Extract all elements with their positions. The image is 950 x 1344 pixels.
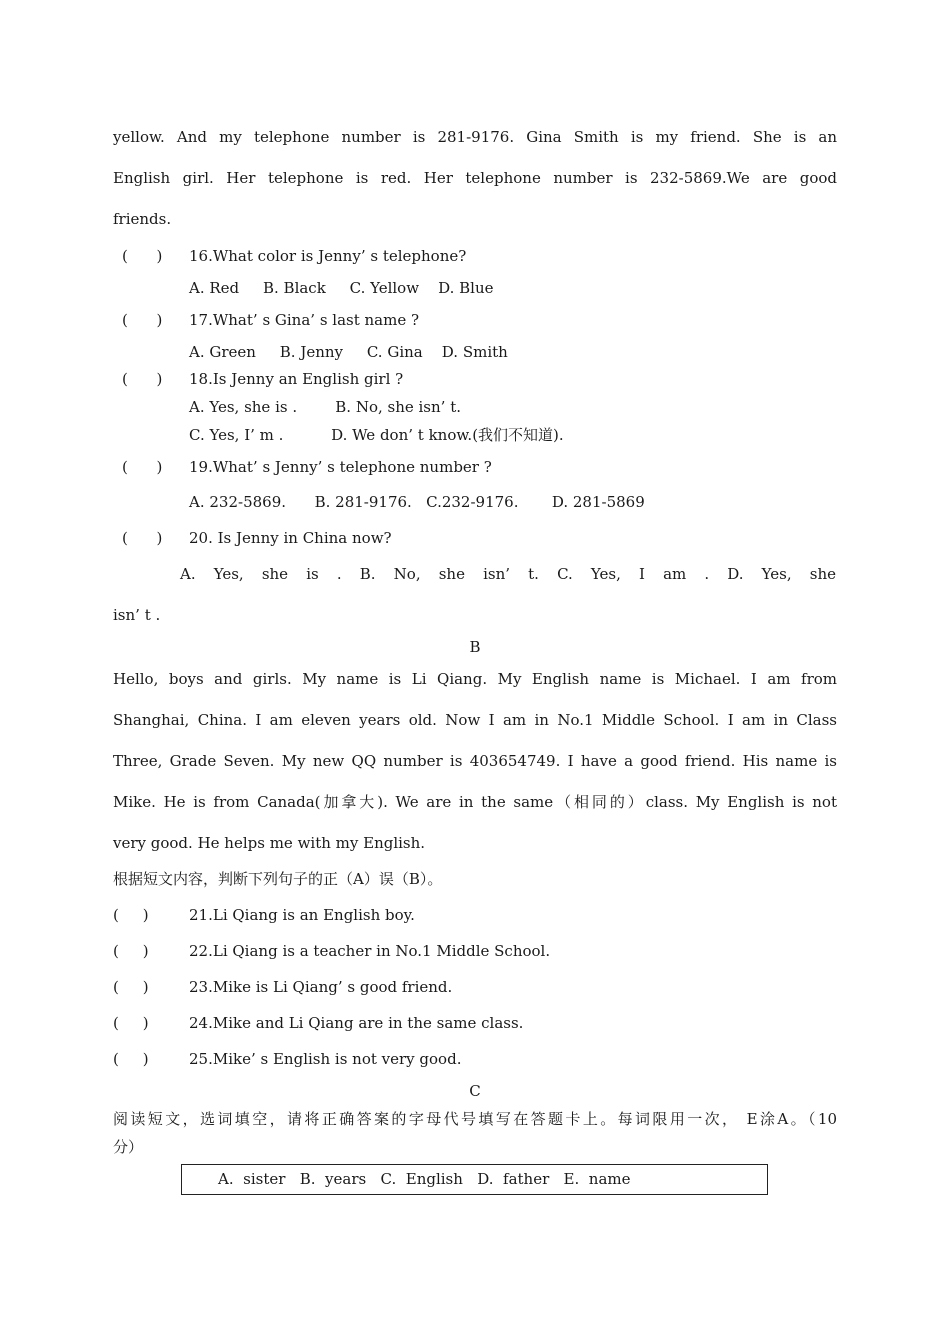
question-20-options: A. Yes, she is . B. No, she isn’ t. C. Yes, I am . D. Yes, she [180,565,836,583]
question-17: 17.What’ s Gina’ s last name ? [189,311,420,329]
passage-b-line-1: Hello, boys and girls. My name is Li Qiang. My English name is Michael. I am from [113,670,837,688]
question-20-options-tail: isn’ t . [113,606,161,624]
answer-bracket-24: ( ) [113,1014,149,1032]
question-16: 16.What color is Jenny’ s telephone? [189,247,467,265]
section-b-instruction: 根据短文内容，判断下列句子的正（A）误（B）。 [113,870,443,888]
section-b-heading: B [469,638,481,656]
passage-b-line-5: very good. He helps me with my English. [113,834,426,852]
question-18-options-2: C. Yes, I’ m . D. We don’ t know.(我们不知道). [189,426,564,444]
answer-bracket-25: ( ) [113,1050,149,1068]
statement-22: 22.Li Qiang is a teacher in No.1 Middle School. [189,942,551,960]
section-c-heading: C [469,1082,481,1100]
answer-bracket-20: ( ) [122,529,163,547]
word-bank-box [181,1164,768,1195]
passage-b-line-2: Shanghai, China. I am eleven years old. Now I am in No.1 Middle School. I am in Class [113,711,837,729]
question-16-options: A. Red B. Black C. Yellow D. Blue [189,279,494,297]
passage-a-line-3: friends. [113,210,172,228]
answer-bracket-23: ( ) [113,978,149,996]
answer-bracket-21: ( ) [113,906,149,924]
question-17-options: A. Green B. Jenny C. Gina D. Smith [189,343,508,361]
passage-a-line-2: English girl. Her telephone is red. Her telephone number is 232-5869.We are good [113,169,837,187]
passage-a-line-1: yellow. And my telephone number is 281-9176. Gina Smith is my friend. She is an [113,128,837,146]
passage-b-line-3: Three, Grade Seven. My new QQ number is 403654749. I have a good friend. His name is [113,752,837,770]
section-c-instruction-1: 阅读短文，选词填空，请将正确答案的字母代号填写在答题卡上。每词限用一次， E涂A。（10 [113,1110,837,1128]
answer-bracket-16: ( ) [122,247,163,265]
answer-bracket-18: ( ) [122,370,163,388]
section-c-instruction-2: 分） [113,1138,144,1156]
answer-bracket-22: ( ) [113,942,149,960]
statement-24: 24.Mike and Li Qiang are in the same class. [189,1014,524,1032]
answer-bracket-19: ( ) [122,458,163,476]
question-18-options-1: A. Yes, she is . B. No, she isn’ t. [189,398,461,416]
statement-25: 25.Mike’ s English is not very good. [189,1050,462,1068]
word-bank-options: A. sister B. years C. English D. father E. name [218,1170,631,1188]
question-19-options: A. 232-5869. B. 281-9176. C.232-9176. D. 281-5869 [189,493,645,511]
question-18: 18.Is Jenny an English girl ? [189,370,404,388]
question-19: 19.What’ s Jenny’ s telephone number ? [189,458,492,476]
statement-21: 21.Li Qiang is an English boy. [189,906,415,924]
question-20: 20. Is Jenny in China now? [189,529,392,547]
passage-b-line-4: Mike. He is from Canada(加拿大). We are in the same（相同的）class. My English is not [113,793,837,811]
statement-23: 23.Mike is Li Qiang’ s good friend. [189,978,453,996]
answer-bracket-17: ( ) [122,311,163,329]
